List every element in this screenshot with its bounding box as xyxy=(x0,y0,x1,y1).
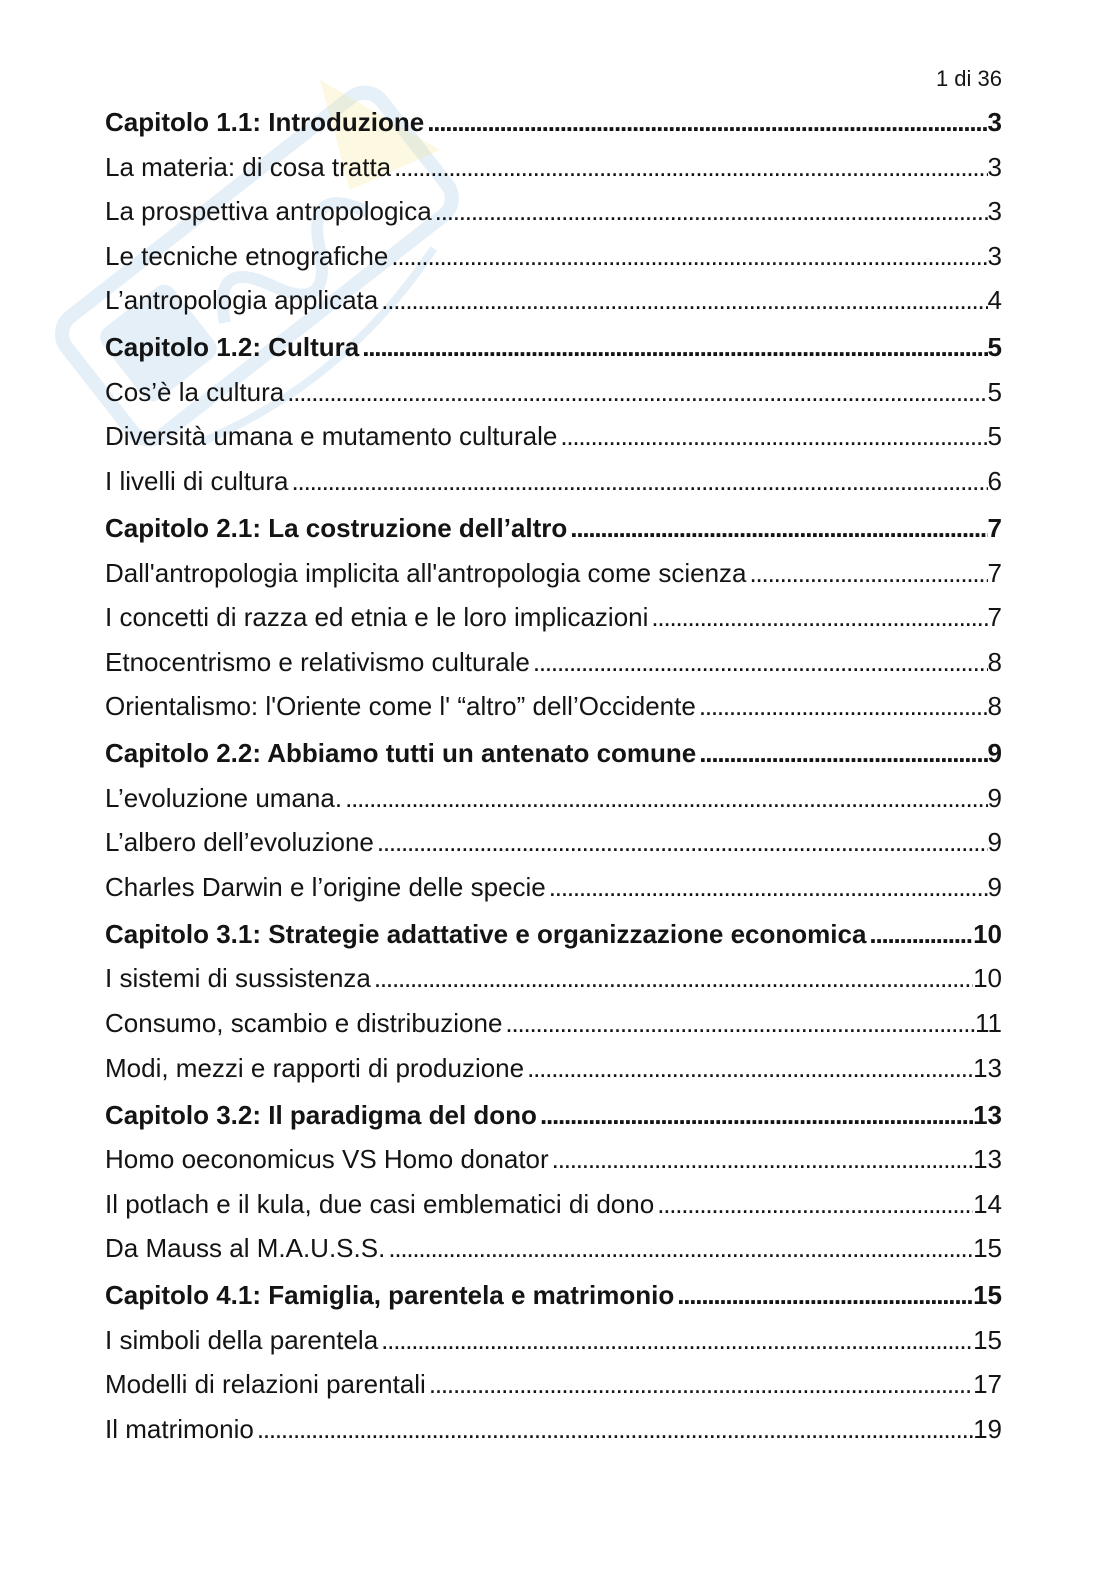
toc-entry-title: Il potlach e il kula, due casi emblematici di dono xyxy=(105,1188,655,1219)
toc-entry-page-number: 9 xyxy=(987,871,1002,902)
dot-leader xyxy=(371,956,973,1001)
toc-entry-page-number: 9 xyxy=(987,827,1002,858)
dot-leader xyxy=(530,640,988,685)
toc-entry-title: Dall'antropologia implicita all'antropologia come scienza xyxy=(105,557,747,588)
toc-entry-page-number: 19 xyxy=(973,1414,1002,1444)
toc-entry-page-number: 15 xyxy=(973,1233,1002,1264)
toc-entry-title: I livelli di cultura xyxy=(105,466,289,497)
toc-entry-page-number: 13 xyxy=(973,1052,1002,1083)
toc-entry-title: L’albero dell’evoluzione xyxy=(105,827,374,858)
dot-leader xyxy=(654,1182,973,1227)
toc-entry-page-number: 10 xyxy=(973,918,1002,949)
toc-section-entry[interactable] xyxy=(105,684,1002,729)
toc-section-entry[interactable] xyxy=(105,414,1002,459)
dot-leader xyxy=(359,325,987,370)
toc-entry-page-number: 3 xyxy=(987,107,1002,137)
toc-entry-title: I sistemi di sussistenza xyxy=(105,963,371,994)
dot-leader xyxy=(674,1273,973,1318)
dot-leader xyxy=(432,189,988,234)
dot-leader xyxy=(374,820,988,865)
page-number: 1 di 36 xyxy=(935,66,1002,91)
dot-leader xyxy=(289,459,988,504)
toc-entry-title: Modelli di relazioni parentali xyxy=(105,1369,426,1400)
dot-leader xyxy=(378,278,987,323)
toc-entry-page-number: 9 xyxy=(987,782,1002,813)
toc-entry-title: Consumo, scambio e distribuzione xyxy=(105,1008,503,1039)
dot-leader xyxy=(549,1137,973,1182)
dot-leader xyxy=(866,912,973,957)
toc-entry-page-number: 13 xyxy=(973,1144,1002,1175)
toc-entry-page-number: 8 xyxy=(987,691,1002,722)
toc-entry-title: Il matrimonio xyxy=(105,1414,254,1444)
toc-entry-title: La materia: di cosa tratta xyxy=(105,151,392,182)
toc-entry-title: Homo oeconomicus VS Homo donator xyxy=(105,1144,549,1175)
toc-section-entry[interactable] xyxy=(105,551,1002,596)
toc-entry-title: L’evoluzione umana. xyxy=(105,782,343,813)
toc-entry-title: Le tecniche etnografiche xyxy=(105,240,389,271)
toc-chapter-entry[interactable] xyxy=(105,912,1002,957)
toc-entry-page-number: 7 xyxy=(987,602,1002,633)
toc-section-entry[interactable] xyxy=(105,1182,1002,1227)
toc-section-entry[interactable] xyxy=(105,1001,1002,1046)
toc-entry-title: Etnocentrismo e relativismo culturale xyxy=(105,646,530,677)
toc-section-entry[interactable] xyxy=(105,1226,1002,1271)
toc-entry-title: I simboli della parentela xyxy=(105,1324,379,1355)
toc-entry-title: Da Mauss al M.A.U.S.S. xyxy=(105,1233,386,1264)
dot-leader xyxy=(254,1407,973,1452)
toc-entry-page-number: 10 xyxy=(973,963,1002,994)
toc-entry-title: Capitolo 2.1: La costruzione dell’altro xyxy=(105,512,568,543)
toc-entry-page-number: 3 xyxy=(987,240,1002,271)
toc-entry-page-number: 7 xyxy=(987,557,1002,588)
toc-entry-page-number: 11 xyxy=(975,1008,1002,1039)
toc-entry-page-number: 9 xyxy=(987,738,1002,769)
toc-section-entry[interactable] xyxy=(105,776,1002,821)
toc-section-entry[interactable] xyxy=(105,459,1002,504)
toc-entry-title: Modi, mezzi e rapporti di produzione xyxy=(105,1052,525,1083)
dot-leader xyxy=(537,1093,973,1138)
dot-leader xyxy=(424,100,987,145)
toc-section-entry[interactable] xyxy=(105,820,1002,865)
toc-section-entry[interactable] xyxy=(105,956,1002,1001)
toc-section-entry[interactable] xyxy=(105,595,1002,640)
toc-chapter-entry[interactable] xyxy=(105,1273,1002,1318)
toc-entry-title: Capitolo 2.2: Abbiamo tutti un antenato comune xyxy=(105,738,697,769)
toc-entry-title: Capitolo 1.2: Cultura xyxy=(105,332,360,363)
toc-entry-page-number: 8 xyxy=(987,646,1002,677)
toc-entry-title: Capitolo 1.1: Introduzione xyxy=(105,107,425,137)
dot-leader xyxy=(426,1362,973,1407)
toc-section-entry[interactable] xyxy=(105,145,1002,190)
toc-entry-title: Diversità umana e mutamento culturale xyxy=(105,421,558,452)
toc-entry-title: I concetti di razza ed etnia e le loro implicazioni xyxy=(105,602,649,633)
dot-leader xyxy=(747,551,988,596)
toc-entry-page-number: 3 xyxy=(987,196,1002,227)
toc-entry-title: L’antropologia applicata xyxy=(105,285,379,316)
dot-leader xyxy=(696,731,987,776)
toc-section-entry[interactable] xyxy=(105,1137,1002,1182)
toc-chapter-entry[interactable] xyxy=(105,506,1002,551)
toc-section-entry[interactable] xyxy=(105,1046,1002,1091)
toc-chapter-entry[interactable] xyxy=(105,100,1002,145)
toc-section-entry[interactable] xyxy=(105,278,1002,323)
toc-entry-page-number: 15 xyxy=(973,1324,1002,1355)
toc-entry-page-number: 17 xyxy=(973,1369,1002,1400)
dot-leader xyxy=(391,145,987,190)
toc-entry-title: Cos’è la cultura xyxy=(105,376,285,407)
dot-leader xyxy=(557,414,987,459)
toc-entry-title: Capitolo 3.2: Il paradigma del dono xyxy=(105,1099,537,1130)
toc-entry-page-number: 3 xyxy=(987,151,1002,182)
toc-entry-page-number: 6 xyxy=(987,466,1002,497)
toc-entry-page-number: 13 xyxy=(973,1099,1002,1130)
toc-section-entry[interactable] xyxy=(105,1407,1002,1452)
toc-entry-title: Capitolo 3.1: Strategie adattative e organizzazione economica xyxy=(105,918,867,949)
toc-entry-title: La prospettiva antropologica xyxy=(105,196,432,227)
dot-leader xyxy=(524,1046,973,1091)
toc-section-entry[interactable] xyxy=(105,189,1002,234)
toc-section-entry[interactable] xyxy=(105,865,1002,910)
dot-leader xyxy=(502,1001,975,1046)
toc-entry-title: Orientalismo: l'Oriente come l' “altro” dell’Occidente xyxy=(105,691,696,722)
toc-section-entry[interactable] xyxy=(105,640,1002,685)
toc-entry-page-number: 15 xyxy=(973,1280,1002,1311)
dot-leader xyxy=(385,1226,973,1271)
toc-entry-page-number: 5 xyxy=(987,332,1002,363)
dot-leader xyxy=(284,370,987,415)
dot-leader xyxy=(648,595,987,640)
toc-section-entry[interactable] xyxy=(105,370,1002,415)
toc-entry-page-number: 7 xyxy=(987,512,1002,543)
toc-chapter-entry[interactable] xyxy=(105,731,1002,776)
toc-section-entry[interactable] xyxy=(105,1362,1002,1407)
dot-leader xyxy=(546,865,988,910)
toc-chapter-entry[interactable] xyxy=(105,1093,1002,1138)
dot-leader xyxy=(388,234,987,279)
toc-entry-page-number: 5 xyxy=(987,376,1002,407)
toc-entry-title: Charles Darwin e l’origine delle specie xyxy=(105,871,546,902)
dot-leader xyxy=(342,776,987,821)
toc-entry-title: Capitolo 4.1: Famiglia, parentela e matrimonio xyxy=(105,1280,675,1311)
toc-entry-page-number: 14 xyxy=(973,1188,1002,1219)
toc-chapter-entry[interactable] xyxy=(105,325,1002,370)
toc-entry-page-number: 5 xyxy=(987,421,1002,452)
toc-section-entry[interactable] xyxy=(105,1318,1002,1363)
dot-leader xyxy=(378,1318,973,1363)
toc-section-entry[interactable] xyxy=(105,234,1002,279)
dot-leader xyxy=(696,684,988,729)
toc-entry-page-number: 4 xyxy=(987,285,1002,316)
table-of-contents xyxy=(105,100,1002,1452)
dot-leader xyxy=(567,506,987,551)
